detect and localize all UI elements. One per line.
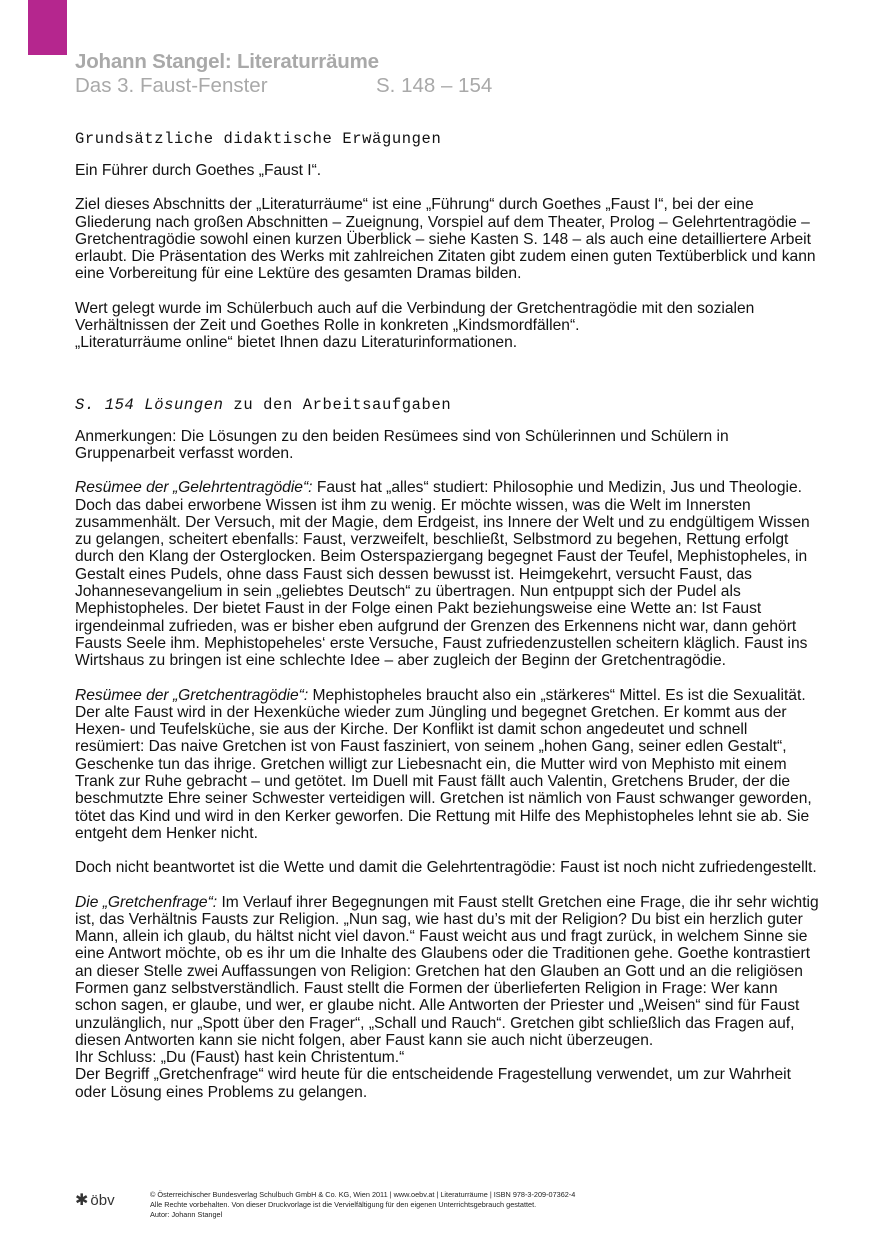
logo-text: öbv — [90, 1192, 115, 1209]
obv-star-icon: ✱ — [75, 1192, 89, 1209]
section-heading-loesungen — [75, 396, 820, 414]
paragraph-resumee-gelehrtentragoedie — [75, 479, 820, 669]
rights-line: Alle Rechte vorbehalten. Von dieser Druckvorlage ist die Vervielfältigung für den eigenen Unterrichtsgebrauch gestattet. — [150, 1200, 537, 1209]
author-line: Autor: Johann Stangel — [150, 1210, 223, 1219]
paragraph-ziel: Ziel dieses Abschnitts der „Literaturräume“ ist eine „Führung“ durch Goethes „Faust I“, bei der eine Gliederung nach großen Abschnitten – Zueignung, Vorspiel auf dem Theater, Prolog – Gelehrtentragödie – Gretchentragödie sowohl einen kurzen Überblick – siehe Kasten S. 148 – als auch eine detailliertere Arbeit erlaubt. Die Präsentation des Werks mit zahlreichen Zitaten gibt zudem einen guten Textüberblick und kann eine Vorbereitung für eine Lektüre des gesamten Dramas bilden. — [75, 196, 816, 283]
gretchenfrage-label: Die „Gretchenfrage“: — [75, 893, 218, 911]
paragraph-anmerkungen: Anmerkungen: Die Lösungen zu den beiden Resümees sind von Schülerinnen und Schülern in Gruppenarbeit verfasst worden. — [75, 427, 729, 462]
paragraph-online: „Literaturräume online“ bietet Ihnen dazu Literaturinformationen. — [75, 334, 518, 352]
paragraph-schluss: Ihr Schluss: „Du (Faust) hast kein Christentum.“ — [75, 1049, 405, 1067]
resumee2-text: Mephistopheles braucht also ein „stärkeres“ Mittel. Es ist die Sexualität. Der alte Faust wird in der Hexenküche wieder zum Jüngling und begegnet Gretchen. Er kommt aus der Hexen- und Teufelsküche, sie aus der Kirche. Der Konflikt ist damit schon angedeutet und schnell resümiert: Das naive Gretchen ist von Faust fasziniert, von seinem „hohen Gang, seiner edlen Gestalt“, Geschenke tun das ihrige. Gretchen willigt zur Liebesnacht ein, die Mutter wird von Mephisto mit einem Trank zur Ruhe gebracht – und getötet. Im Duell mit Faust fällt auch Valentin, Gretchens Bruder, der die beschmutzte Ehre seiner Schwester verteidigen will. Gretchen ist nämlich von Faust schwanger geworden, tötet das Kind und wird in den Kerker geworfen. Die Rettung mit Hilfe des Mephistopheles lehnt sie ab. Sie entgeht dem Henker nicht. — [75, 686, 812, 842]
copyright-block — [150, 1190, 575, 1220]
main-content — [75, 130, 820, 1101]
section-heading-didaktik: Grundsätzliche didaktische Erwägungen — [75, 130, 442, 148]
document-title: Johann Stangel: Literaturräume — [75, 50, 379, 73]
page-range: S. 148 – 154 — [376, 74, 493, 97]
paragraph-gretchenfrage — [75, 894, 820, 1050]
copyright-line: © Österreichischer Bundesverlag Schulbuch GmbH & Co. KG, Wien 2011 | www.oebv.at | Literaturräume | ISBN 978-3-209-07362-4 — [150, 1190, 576, 1199]
resumee1-label: Resümee der „Gelehrtentragödie“: — [75, 479, 313, 497]
resumee2-label: Resümee der „Gretchentragödie“: — [75, 686, 309, 704]
resumee1-text: Faust hat „alles“ studiert: Philosophie und Medizin, Jus und Theologie. Doch das dabei erworbene Wissen ist ihm zu wenig. Er möchte wissen, was die Welt im Innersten zusammenhält. Der Versuch, mit der Magie, dem Erdgeist, ins Innere der Welt und zu endgültigem Wissen zu gelangen, scheitert ebenfalls: Faust, verzweifelt, beschließt, Selbstmord zu begehen, Rettung erfolgt durch den Klang der Osterglocken. Beim Osterspaziergang begegnet Faust der Teufel, Mephistopheles, in Gestalt eines Pudels, ohne dass Faust sich dessen bewusst ist. Heimgekehrt, versucht Faust, das Johannesevangelium in sein „geliebtes Deutsch“ zu übertragen. Nun entpuppt sich der Pudel als Mephistopheles. Der bietet Faust in der Folge einen Pakt beziehungsweise eine Wette an: Ist Faust irgendeinmal zufrieden, was er bisher eben aufgrund der Grenzen des Erkennens nicht war, dann gehört Fausts Seele ihm. Mephistopeheles‘ erste Versuche, Faust zufriedenzustellen scheitern kläglich. Faust ins Wirtshaus zu bringen ist eine schlechte Idee – aber zugleich der Beginn der Gretchentragödie. — [75, 479, 810, 670]
paragraph-wert: Wert gelegt wurde im Schülerbuch auch auf die Verbindung der Gretchentragödie mit den sozialen Verhältnissen der Zeit und Goethes Rolle in konkreten „Kindsmordfällen“. — [75, 299, 755, 335]
heading-italic-part: S. 154 Lösungen — [75, 395, 224, 414]
paragraph-wette: Doch nicht beantwortet ist die Wette und damit die Gelehrtentragödie: Faust ist noch nicht zufriedengestellt. — [75, 859, 817, 877]
heading-rest-part: zu den Arbeitsaufgaben — [223, 395, 452, 414]
accent-bar — [28, 0, 67, 55]
publisher-logo — [75, 1190, 115, 1210]
paragraph-begriff: Der Begriff „Gretchenfrage“ wird heute für die entscheidende Fragestellung verwendet, um zur Wahrheit oder Lösung eines Problems zu gelangen. — [75, 1066, 791, 1101]
gretchenfrage-text: Im Verlauf ihrer Begegnungen mit Faust stellt Gretchen eine Frage, die ihr sehr wichtig ist, das Verhältnis Fausts zur Religion. „Nun sag, wie hast du’s mit der Religion? Du bist ein herzlich guter Mann, allein ich glaub, du hältst nicht viel davon.“ Faust weicht aus und fragt zurück, in welchem Sinne sie eine Antwort möchte, ob es ihr um die Inhalte des Glaubens oder die Traditionen gehe. Goethe kontrastiert an dieser Stelle zwei Auffassungen von Religion: Gretchen hat den Glauben an Gott und an die religiösen Formen ganz selbstverständlich. Faust stellt die Formen der überlieferten Religion in Frage: Wer kann schon sagen, er glaube, und wer, er glaube nicht. Alle Antworten der Priester und „Weisen“ sind für Faust unzulänglich, nur „Spott über den Frager“, „Schall und Rauch“. Gretchen gibt schließlich das Fragen auf, diesen Antworten kann sie nicht folgen, aber Faust kann sie auch nicht überzeugen. — [75, 893, 819, 1049]
document-subtitle: Das 3. Faust-Fenster — [75, 74, 268, 97]
intro-line: Ein Führer durch Goethes „Faust I“. — [75, 162, 322, 179]
paragraph-resumee-gretchentragoedie — [75, 687, 820, 843]
